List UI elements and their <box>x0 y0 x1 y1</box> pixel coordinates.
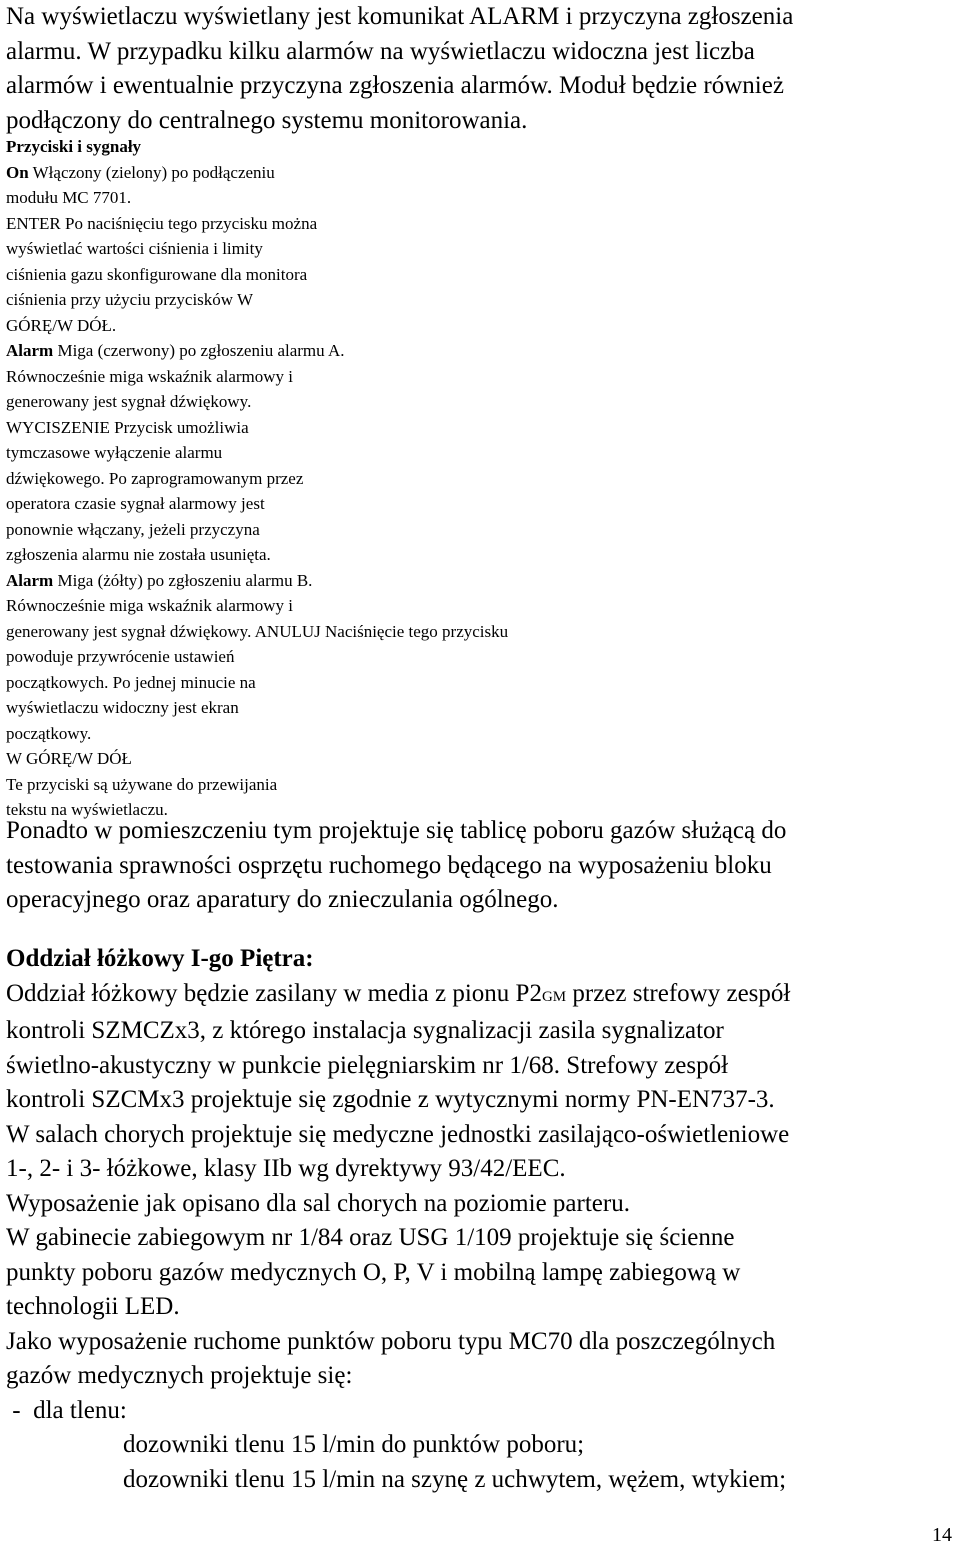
text-line: technologii LED. <box>6 1293 180 1320</box>
buttons-and-signals-section <box>6 134 666 823</box>
text-line: początkowych. Po jednej minucie na <box>6 672 256 692</box>
text-line: GÓRĘ/W DÓŁ. <box>6 315 117 335</box>
text-line: zgłoszenia alarmu nie została usunięta. <box>6 545 271 564</box>
text-span: przez strefowy zespół <box>566 979 791 1007</box>
text-line: kontroli SZMCZx3, z którego instalacja sygnalizacji zasila sygnalizator <box>6 1017 724 1044</box>
text-line: generowany jest sygnał dźwiękowy. ANULUJ Naciśnięcie tego przycisku <box>6 621 509 641</box>
text-span: Włączony (zielony) po podłączeniu <box>28 162 275 182</box>
text-line: generowany jest sygnał dźwiękowy. <box>6 392 252 411</box>
text-line: tymczasowe wyłączenie alarmu <box>6 443 223 462</box>
text-line: Równocześnie miga wskaźnik alarmowy i <box>6 596 294 615</box>
text-span: Miga (czerwony) po zgłoszeniu alarmu A. <box>53 341 345 360</box>
gas-panel-paragraph <box>6 814 951 918</box>
text-line <box>6 160 666 186</box>
text-line: W GÓRĘ/W DÓŁ <box>6 749 132 768</box>
text-line: wyświetlać wartości ciśnienia i limity <box>6 239 263 258</box>
text-line: W salach chorych projektuje się medyczne jednostki zasilająco-oświetleniowe <box>6 1120 790 1148</box>
alarm-a-label: Alarm <box>6 341 54 360</box>
text-line: podłączony do centralnego systemu monitorowania. <box>6 106 528 134</box>
intro-paragraph <box>6 0 951 138</box>
text-line: Jako wyposażenie ruchome punktów poboru typu MC70 dla poszczególnych <box>6 1327 776 1355</box>
text-line <box>6 568 666 594</box>
text-line: alarmu. W przypadku kilku alarmów na wyświetlaczu widoczna jest liczba <box>6 37 755 65</box>
text-line: ENTER Po naciśnięciu tego przycisku można <box>6 213 318 233</box>
list-item: - dla tlenu: <box>6 1396 127 1424</box>
text-line: wyświetlaczu widoczny jest ekran <box>6 698 239 717</box>
sub-list-item: dozowniki tlenu 15 l/min na szynę z uchwytem, wężem, wtykiem; <box>123 1465 787 1493</box>
text-line: Wyposażenie jak opisano dla sal chorych na poziomie parteru. <box>6 1189 630 1217</box>
text-line <box>6 977 951 1015</box>
text-line: Ponadto w pomieszczeniu tym projektuje się tablicę poboru gazów służącą do <box>6 817 787 844</box>
text-line: powoduje przywrócenie ustawień <box>6 647 235 666</box>
text-line: W gabinecie zabiegowym nr 1/84 oraz USG 1/109 projektuje się ścienne <box>6 1224 735 1251</box>
text-line: modułu MC 7701. <box>6 188 132 207</box>
text-line: testowania sprawności osprzętu ruchomego będącego na wyposażeniu bloku <box>6 851 772 879</box>
text-line: ciśnienia przy użyciu przycisków W <box>6 290 254 309</box>
text-line: kontroli SZCMx3 projektuje się zgodnie z wytycznymi normy PN-EN737-3. <box>6 1086 775 1113</box>
ward-heading: Oddział łóżkowy I-go Piętra: <box>6 945 314 972</box>
text-line: ponownie włączany, jeżeli przyczyna <box>6 519 260 539</box>
text-line: Te przyciski są używane do przewijania <box>6 774 278 794</box>
riser-subscript: GM <box>541 988 567 1005</box>
section-heading: Przyciski i sygnały <box>6 137 142 156</box>
text-line: Równocześnie miga wskaźnik alarmowy i <box>6 366 294 386</box>
sub-list-item: dozowniki tlenu 15 l/min do punktów poboru; <box>123 1431 585 1458</box>
text-line: Na wyświetlaczu wyświetlany jest komunikat ALARM i przyczyna zgłoszenia <box>6 3 794 30</box>
text-line: świetlno-akustyczny w punkcie pielęgniarskim nr 1/68. Strefowy zespół <box>6 1051 729 1079</box>
text-span: Oddział łóżkowy będzie zasilany w media z pionu P2 <box>6 979 542 1007</box>
text-line: początkowy. <box>6 723 92 743</box>
alarm-b-label: Alarm <box>6 570 54 590</box>
text-line <box>6 338 666 364</box>
text-line: operacyjnego oraz aparatury do znieczulania ogólnego. <box>6 886 559 913</box>
ward-section <box>6 942 951 1497</box>
on-label: On <box>6 162 29 182</box>
page-number: 14 <box>932 1524 952 1546</box>
text-line: 1-, 2- i 3- łóżkowe, klasy IIb wg dyrektywy 93/42/EEC. <box>6 1155 566 1182</box>
text-line: ciśnienia gazu skonfigurowane dla monitora <box>6 264 308 284</box>
text-line: dźwiękowego. Po zaprogramowanym przez <box>6 468 304 488</box>
text-line: punkty poboru gazów medycznych O, P, V i mobilną lampę zabiegową w <box>6 1258 741 1286</box>
text-span: Miga (żółty) po zgłoszeniu alarmu B. <box>53 570 313 590</box>
text-line: gazów medycznych projektuje się: <box>6 1362 353 1389</box>
text-line: alarmów i ewentualnie przyczyna zgłoszenia alarmów. Moduł będzie również <box>6 72 784 99</box>
text-line: tekstu na wyświetlaczu. <box>6 800 168 819</box>
text-line: operatora czasie sygnał alarmowy jest <box>6 494 265 513</box>
text-line: WYCISZENIE Przycisk umożliwia <box>6 417 249 437</box>
